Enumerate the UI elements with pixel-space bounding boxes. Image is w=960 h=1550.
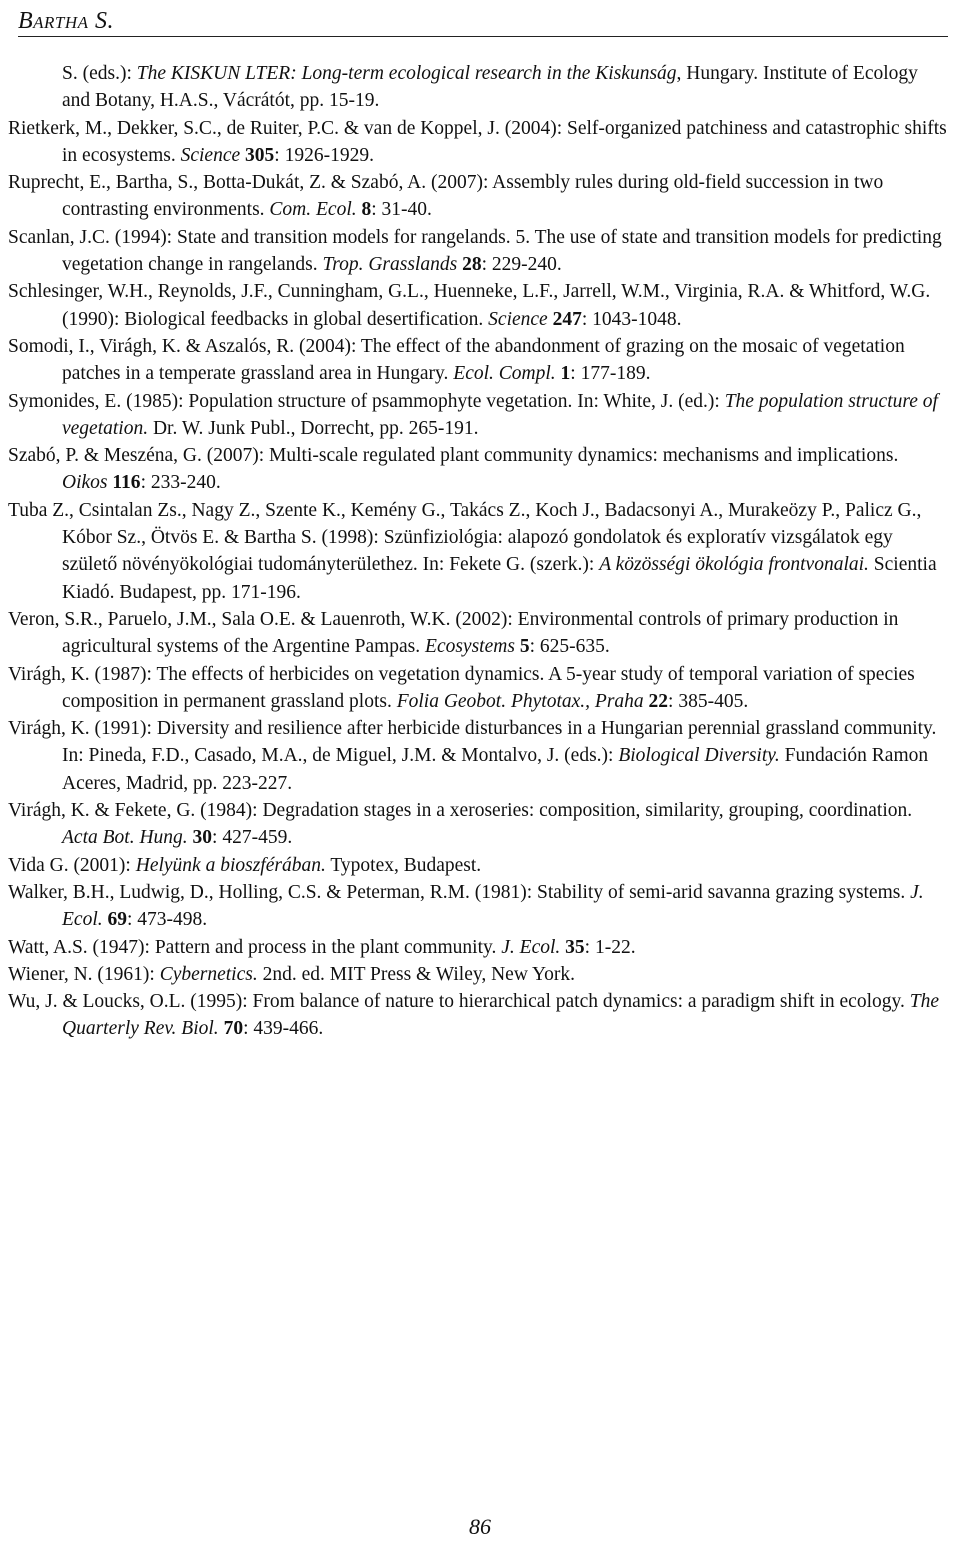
reference-text: : 1-22. [584,936,636,958]
running-head-author: Bartha S. [18,8,115,34]
reference-title: Ecosystems [425,636,515,658]
reference-text: Dr. W. Junk Publ., Dorrecht, pp. 265-191. [148,417,479,439]
reference-volume: 247 [547,308,582,330]
reference-text: : 1043-1048. [581,308,682,330]
reference-text: Ruprecht, E., Bartha, S., Botta-Dukát, Z. & Szabó, A. (2007): Assembly rules during old-field succession in two contrasting environments. [8,172,884,221]
reference-volume: 35 [560,936,585,958]
reference-text: S. (eds.): [62,63,137,84]
reference-entry [8,169,948,224]
reference-entry [8,661,948,716]
reference-entry [8,852,948,879]
reference-text: Symonides, E. (1985): Population structure of psammophyte vegetation. In: White, J. (ed.): [8,390,725,412]
reference-text: Watt, A.S. (1947): Pattern and process in the plant community. [8,936,502,958]
reference-text: Fundación Ramon Aceres, Madrid, pp. 223-227. [62,745,929,794]
reference-text: Szabó, P. & Meszéna, G. (2007): Multi-scale regulated plant community dynamics: mechanisms and implications. [8,445,899,467]
reference-title: The population structure of vegetation. [62,390,938,439]
reference-text: Schlesinger, W.H., Reynolds, J.F., Cunningham, G.L., Huenneke, L.F., Jarrell, W.M., Virginia, R.A. & Whitford, W.G. (1990): Biological feedbacks in global desertification. [8,281,931,330]
reference-text: 2nd. ed. MIT Press & Wiley, New York. [257,963,576,985]
reference-text: : 177-189. [570,363,651,385]
reference-entry [8,60,948,115]
reference-volume: 5 [514,636,530,658]
reference-text: Wu, J. & Loucks, O.L. (1995): From balance of nature to hierarchical patch dynamics: a paradigm shift in ecology. [8,991,910,1013]
reference-title: The Quarterly Rev. Biol. [62,991,939,1040]
reference-text: : 439-466. [243,1018,324,1040]
reference-volume: 28 [457,254,482,276]
reference-title: Trop. Grasslands [322,254,458,276]
reference-entry [8,961,948,988]
reference-title: J. Ecol. [62,881,924,931]
reference-volume: 305 [240,144,275,166]
reference-text: Typotex, Budapest. [325,854,482,876]
reference-volume: 22 [643,690,669,712]
reference-text: : 1926-1929. [274,144,374,166]
reference-entry [8,988,948,1043]
reference-entry [8,278,948,333]
reference-text: Scientia Kiadó. Budapest, pp. 171-196. [62,554,937,603]
reference-text: Somodi, I., Virágh, K. & Aszalós, R. (2004): The effect of the abandonment of grazing on the mosaic of vegetation patches in a temperate grassland area in Hungary. [8,335,905,385]
reference-title: Science [488,308,548,330]
reference-title: A közösségi ökológia frontvonalai. [599,554,869,576]
reference-entry [8,797,948,852]
reference-text: Tuba Z., Csintalan Zs., Nagy Z., Szente K., Kemény G., Takács Z., Koch J., Badacsonyi A., Murakeözy P., Palicz G., Kóbor Sz., Ötvös E. & Bartha S. (1998): Szünfiziológia: alapozó gondolatok és exploratív vizsgálatok egy születő növényökológiai tudományterülethez. In: Fekete G. (szerk.): [8,499,922,576]
reference-title: Oikos [62,472,108,494]
reference-text: Vida G. (2001): [8,854,136,876]
reference-text: : 427-459. [212,827,293,849]
reference-entry [8,715,948,797]
reference-text: Virágh, K. & Fekete, G. (1984): Degradation stages in a xeroseries: composition, similarity, grouping, coordination. [8,800,913,822]
reference-title: Biological Diversity. [618,745,780,767]
reference-entry [8,934,948,961]
reference-text: : 233-240. [140,472,221,494]
reference-volume: 1 [555,363,571,385]
reference-title: Folia Geobot. Phytotax., Praha [396,690,644,712]
reference-entry [8,333,948,388]
reference-text: : 385-405. [668,690,749,712]
reference-volume: 8 [356,199,372,221]
reference-volume: 69 [102,909,127,931]
reference-entry [8,497,948,606]
reference-volume: 30 [187,827,213,849]
reference-text: : 31-40. [371,199,432,221]
reference-volume: 116 [107,472,141,494]
reference-text: : 625-635. [529,636,610,658]
reference-text: Virágh, K. (1991): Diversity and resilience after herbicide disturbances in a Hungarian perennial grassland community. In: Pineda, F.D., Casado, M.A., de Miguel, J.M. & Montalvo, J. (eds.): [8,718,937,767]
reference-entry [8,388,948,443]
reference-entry [8,606,948,661]
reference-entry [8,224,948,279]
reference-title: Science [180,144,241,166]
reference-title: Cybernetics. [159,963,258,985]
reference-title: Com. Ecol. [269,199,357,221]
reference-text: Virágh, K. (1987): The effects of herbicides on vegetation dynamics. A 5-year study of temporal variation of species composition in permanent grassland plots. [8,663,915,712]
reference-title: Acta Bot. Hung. [62,827,188,849]
running-header [18,6,948,37]
reference-entry [8,442,948,497]
reference-entry [8,879,948,934]
reference-text: : 229-240. [481,254,562,276]
reference-text: Wiener, N. (1961): [8,963,160,985]
reference-text: Veron, S.R., Paruelo, J.M., Sala O.E. & Lauenroth, W.K. (2002): Environmental controls of primary production in agricultural systems of the Argentine Pampas. [8,608,899,658]
reference-text: Scanlan, J.C. (1994): State and transition models for rangelands. 5. The use of state and transition models for predicting vegetation change in rangelands. [8,226,942,276]
reference-entry [8,115,948,170]
reference-text: : 473-498. [126,909,208,931]
page-number: 86 [469,1514,491,1539]
reference-text: Rietkerk, M., Dekker, S.C., de Ruiter, P.C. & van de Koppel, J. (2004): Self-organized patchiness and catastrophic shifts in ecosystems. [8,117,947,166]
reference-title: The KISKUN LTER: Long-term ecological research in the Kiskunság [136,63,677,84]
reference-text: Walker, B.H., Ludwig, D., Holling, C.S. & Peterman, R.M. (1981): Stability of semi-arid savanna grazing systems. [8,881,911,903]
reference-list [8,60,948,1043]
reference-title: J. Ecol. [501,936,561,958]
reference-volume: 70 [218,1018,244,1040]
reference-text: , Hungary. Institute of Ecology and Botany, H.A.S., Vácrátót, pp. 15-19. [62,63,918,112]
reference-title: Ecol. Compl. [453,363,556,385]
reference-title: Helyünk a bioszférában. [135,854,326,876]
